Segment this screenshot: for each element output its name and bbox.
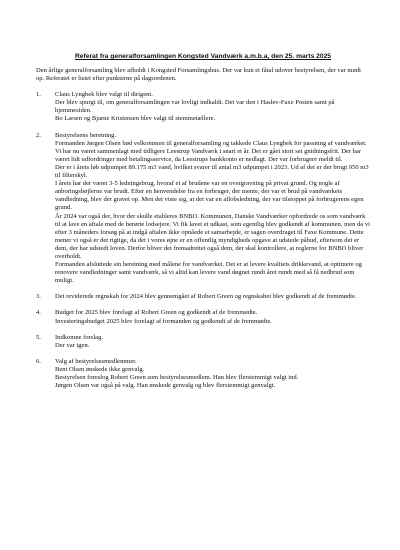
agenda-item <box>36 132 370 286</box>
agenda-list <box>36 91 370 390</box>
agenda-item-number: 2. <box>36 131 41 139</box>
agenda-item <box>36 309 370 325</box>
agenda-item-heading: Valg af bestyrelsesmedlemmer. <box>55 357 137 365</box>
agenda-item <box>36 293 370 301</box>
agenda-item-text: Investeringsbudget 2025 blev forelagt af formanden og godkendt af de fremmødte. <box>55 317 272 325</box>
agenda-item <box>36 334 370 350</box>
agenda-item-number: 6. <box>36 357 41 365</box>
agenda-item-heading: Budget for 2025 blev forelagt af Robert Green og godkendt af de fremmødte. <box>55 309 258 317</box>
document-title: Referat fra generalforsamlingen Kongsted Vandværk a.m.b.a, den 25. marts 2025 <box>74 53 332 60</box>
agenda-item-number: 5. <box>36 333 41 341</box>
agenda-item <box>36 358 370 390</box>
agenda-item-text: Der blev spurgt til, om generalforsamlingen var lovligt indkaldt. Det var den i Haslev-Faxe Posten samt på hjemmesiden. <box>55 99 335 115</box>
agenda-item-text: Formanden Jørgen Olsen bød velkommen til generalforsamling og takkede Claus Lyngbek for passning af vandværket. <box>55 139 367 147</box>
agenda-item-text: Der var igen. <box>55 341 90 349</box>
agenda-item-text: Der er i årets løb udpumpet 89.175 m3 vand, hvilket svarer til antal m3 udpumpet i 2023. Ud af det er der brugt 950 m3 til filterskyl. <box>55 163 369 180</box>
agenda-item-heading: Bestyrelsens beretning. <box>55 131 117 139</box>
agenda-item-text: Bestyrelsen foreslog Robert Green som bestyrelsesmedlem. Han blev flerstemmigt valgt ind. <box>55 374 299 381</box>
agenda-item-heading: Claus Lyngbek blev valgt til dirigent. <box>55 91 153 99</box>
agenda-item-text: År 2024 var også der, hvor der skulle etableres BNBO. Kommunen, Danske Vandværker opfordrede os som vandværk til at lave en aftale med de berørte lodsejere. Vi fik lavet et udkast, som egentlig blev godkendt af kommunen, men da vi efter 3 måneders forsøg på at indgå aftalen ikke opnåede et samarbejde, er sagen overdraget til Faxe Kommune. Dette mener vi også er det rigtige, da det i vores øjne er en offentlig myndigheds opgave at udstede påbud, eftersom det er dem, der har udstedt loven. Derfor bliver det fremadrettet også dem, der skal kontrollere, at reglerne for BNBO bliver overholdt. <box>55 212 370 260</box>
agenda-item-number: 4. <box>36 309 41 317</box>
agenda-item-number: 3. <box>36 293 41 301</box>
agenda-item-heading: Det reviderede regnskab for 2024 blev gennemgået af Robert Green og regnskabet blev godkendt af de fremmødte. <box>55 293 357 301</box>
agenda-item-text: I årets har der været 3-5 ledningsbrug, hvoraf et af brudene var en overgravning på privat grund. Og nogle af anboringsbøjlerne var brudt. Efter en henvendelse fra en forbruger, der mente, der var et brud på vandværkets vandledning, blev der gravet op. Men det viste sig, at det var en aflobsledning, der var tilstoppet på forbrugerens egen grund. <box>55 180 364 212</box>
agenda-item-text: Formanden afsluttede sin beretning med målene for vandværket. Det er at levere kvalitets drikkevand, at optimere og renovere vandledninger samt vandværk, så vi altid kan levere vand døgnet rundt året rundt med så få nedbrud som muligt. <box>55 261 362 285</box>
agenda-item-text: Bo Larsen og Bjarne Kristensen blev valgt til stemmetællere. <box>55 115 216 123</box>
agenda-item-text: Jørgen Olsen var også på valg. Han ønskede genvalg og blev flerstemmigt genvalgt. <box>55 382 276 390</box>
agenda-item-text: Vi har nu været sammenlagt med tidligere Leestrup Vandværk i snart et år. Det er gået stort set gnidningsfrit. Der har været lidt udfordringer med betalingsservice, da Leestrups bankkonto er nedlagt. Der var forbrugere meldt til. <box>55 147 362 163</box>
agenda-item-heading: Indkomne forslag. <box>55 333 103 341</box>
agenda-item-text: Bent Olsen ønskede ikke genvalg. <box>55 365 145 373</box>
agenda-item <box>36 91 370 123</box>
agenda-item-number: 1. <box>36 91 41 99</box>
document-intro: Den årlige generalforsamling blev afholdt i Kongsted Forsamlingshus. Der var kun et fåtal udover bestyrelsen, der var mødt op. Referatet er listet efter punkterne på dagsordenen. <box>36 67 361 83</box>
